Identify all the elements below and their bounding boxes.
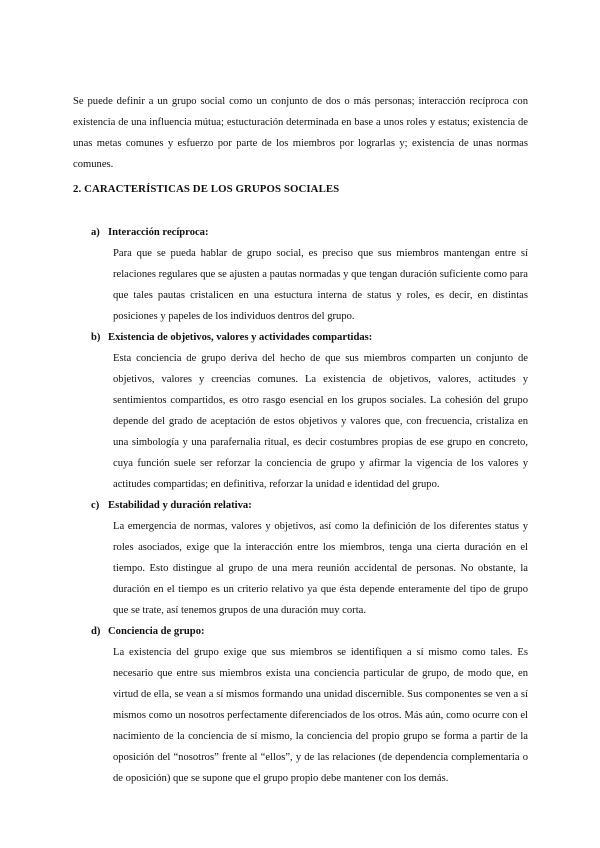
item-title: Estabilidad y duración relativa: [108,500,252,511]
intro-paragraph: Se puede definir a un grupo social como un conjunto de dos o más personas; interacción recíproca con existencia de una influencia mútua; estucturación determinada en base a unos roles y estatus; existencia de unas metas comunes y esfuerzo por parte de los miembros por lograrlas y; existencia de unas normas comunes. [73,96,528,170]
item-heading [73,327,528,348]
item-marker: a) [91,227,100,238]
list-item-conciencia [73,621,528,789]
item-body: Esta conciencia de grupo deriva del hecho de que sus miembros comparten un conjunto de objetivos, valores y creencias comunes. La existencia de objetivos, valores, actitudes y sentimientos compartidos, es otro rasgo esencial en los grupos sociales. La cohesión del grupo depende del grado de aceptación de estos objetivos y valores que, con frecuencia, cristaliza en una simbología y una parafernalia ritual, es decir costumbres propias de ese grupo en concreto, cuya función suele ser reforzar la conciencia de grupo y afirmar la vigencia de los valores y actitudes compartidas; en definitiva, reforzar la unidad e identidad del grupo. [113,353,528,490]
item-body: La emergencia de normas, valores y objetivos, así como la definición de los diferentes status y roles asociados, exige que la interacción entre los miembros, tenga una cierta duración en el tiempo. Esto distingue al grupo de una mera reunión accidental de personas. No obstante, la duración en el tiempo es un criterio relativo ya que ésta depende enteramente del tipo de grupo que se trate, así tenemos grupos de una duración muy corta. [113,521,528,616]
list-item-interaccion [73,222,528,327]
item-body: La existencia del grupo exige que sus miembros se identifiquen a sí mismo como tales. Es necesario que entre sus miembros exista una conciencia particular de grupo, de modo que, en virtud de ella, se vean a sí mismos formando una unidad discernible. Sus componentes se ven a sí mismos como un nosotros perfectamente diferenciados de los otros. Más aún, como ocurre con el nacimiento de la conciencia de sí mismo, la conciencia del propio grupo se forma a partir de la oposición del “nosotros” frente al “ellos”, y de las relaciones (de dependencia complementaria o de oposición) que se supone que el grupo propio debe mantener con los demás. [113,647,528,784]
section-heading: 2. CARACTERÍSTICAS DE LOS GRUPOS SOCIALES [73,183,340,195]
characteristics-list [73,222,528,789]
item-body: Para que se pueda hablar de grupo social, es preciso que sus miembros mantengan entre sí relaciones regulares que se ajusten a pautas normadas y que tengan duración suficiente como para que tales pautas cristalicen en una estuctura interna de status y roles, es decir, en distintas posiciones y papeles de los individuos dentros del grupo. [113,248,528,322]
list-item-estabilidad [73,495,528,621]
item-marker: c) [91,500,100,511]
item-heading [73,222,528,243]
item-title: Existencia de objetivos, valores y actividades compartidas: [108,332,373,343]
item-marker: b) [91,332,101,343]
item-title: Interacción recíproca: [108,227,209,238]
item-marker: d) [91,626,101,637]
list-item-objetivos [73,327,528,495]
item-heading [73,621,528,642]
item-heading [73,495,528,516]
item-title: Conciencia de grupo: [108,626,205,637]
